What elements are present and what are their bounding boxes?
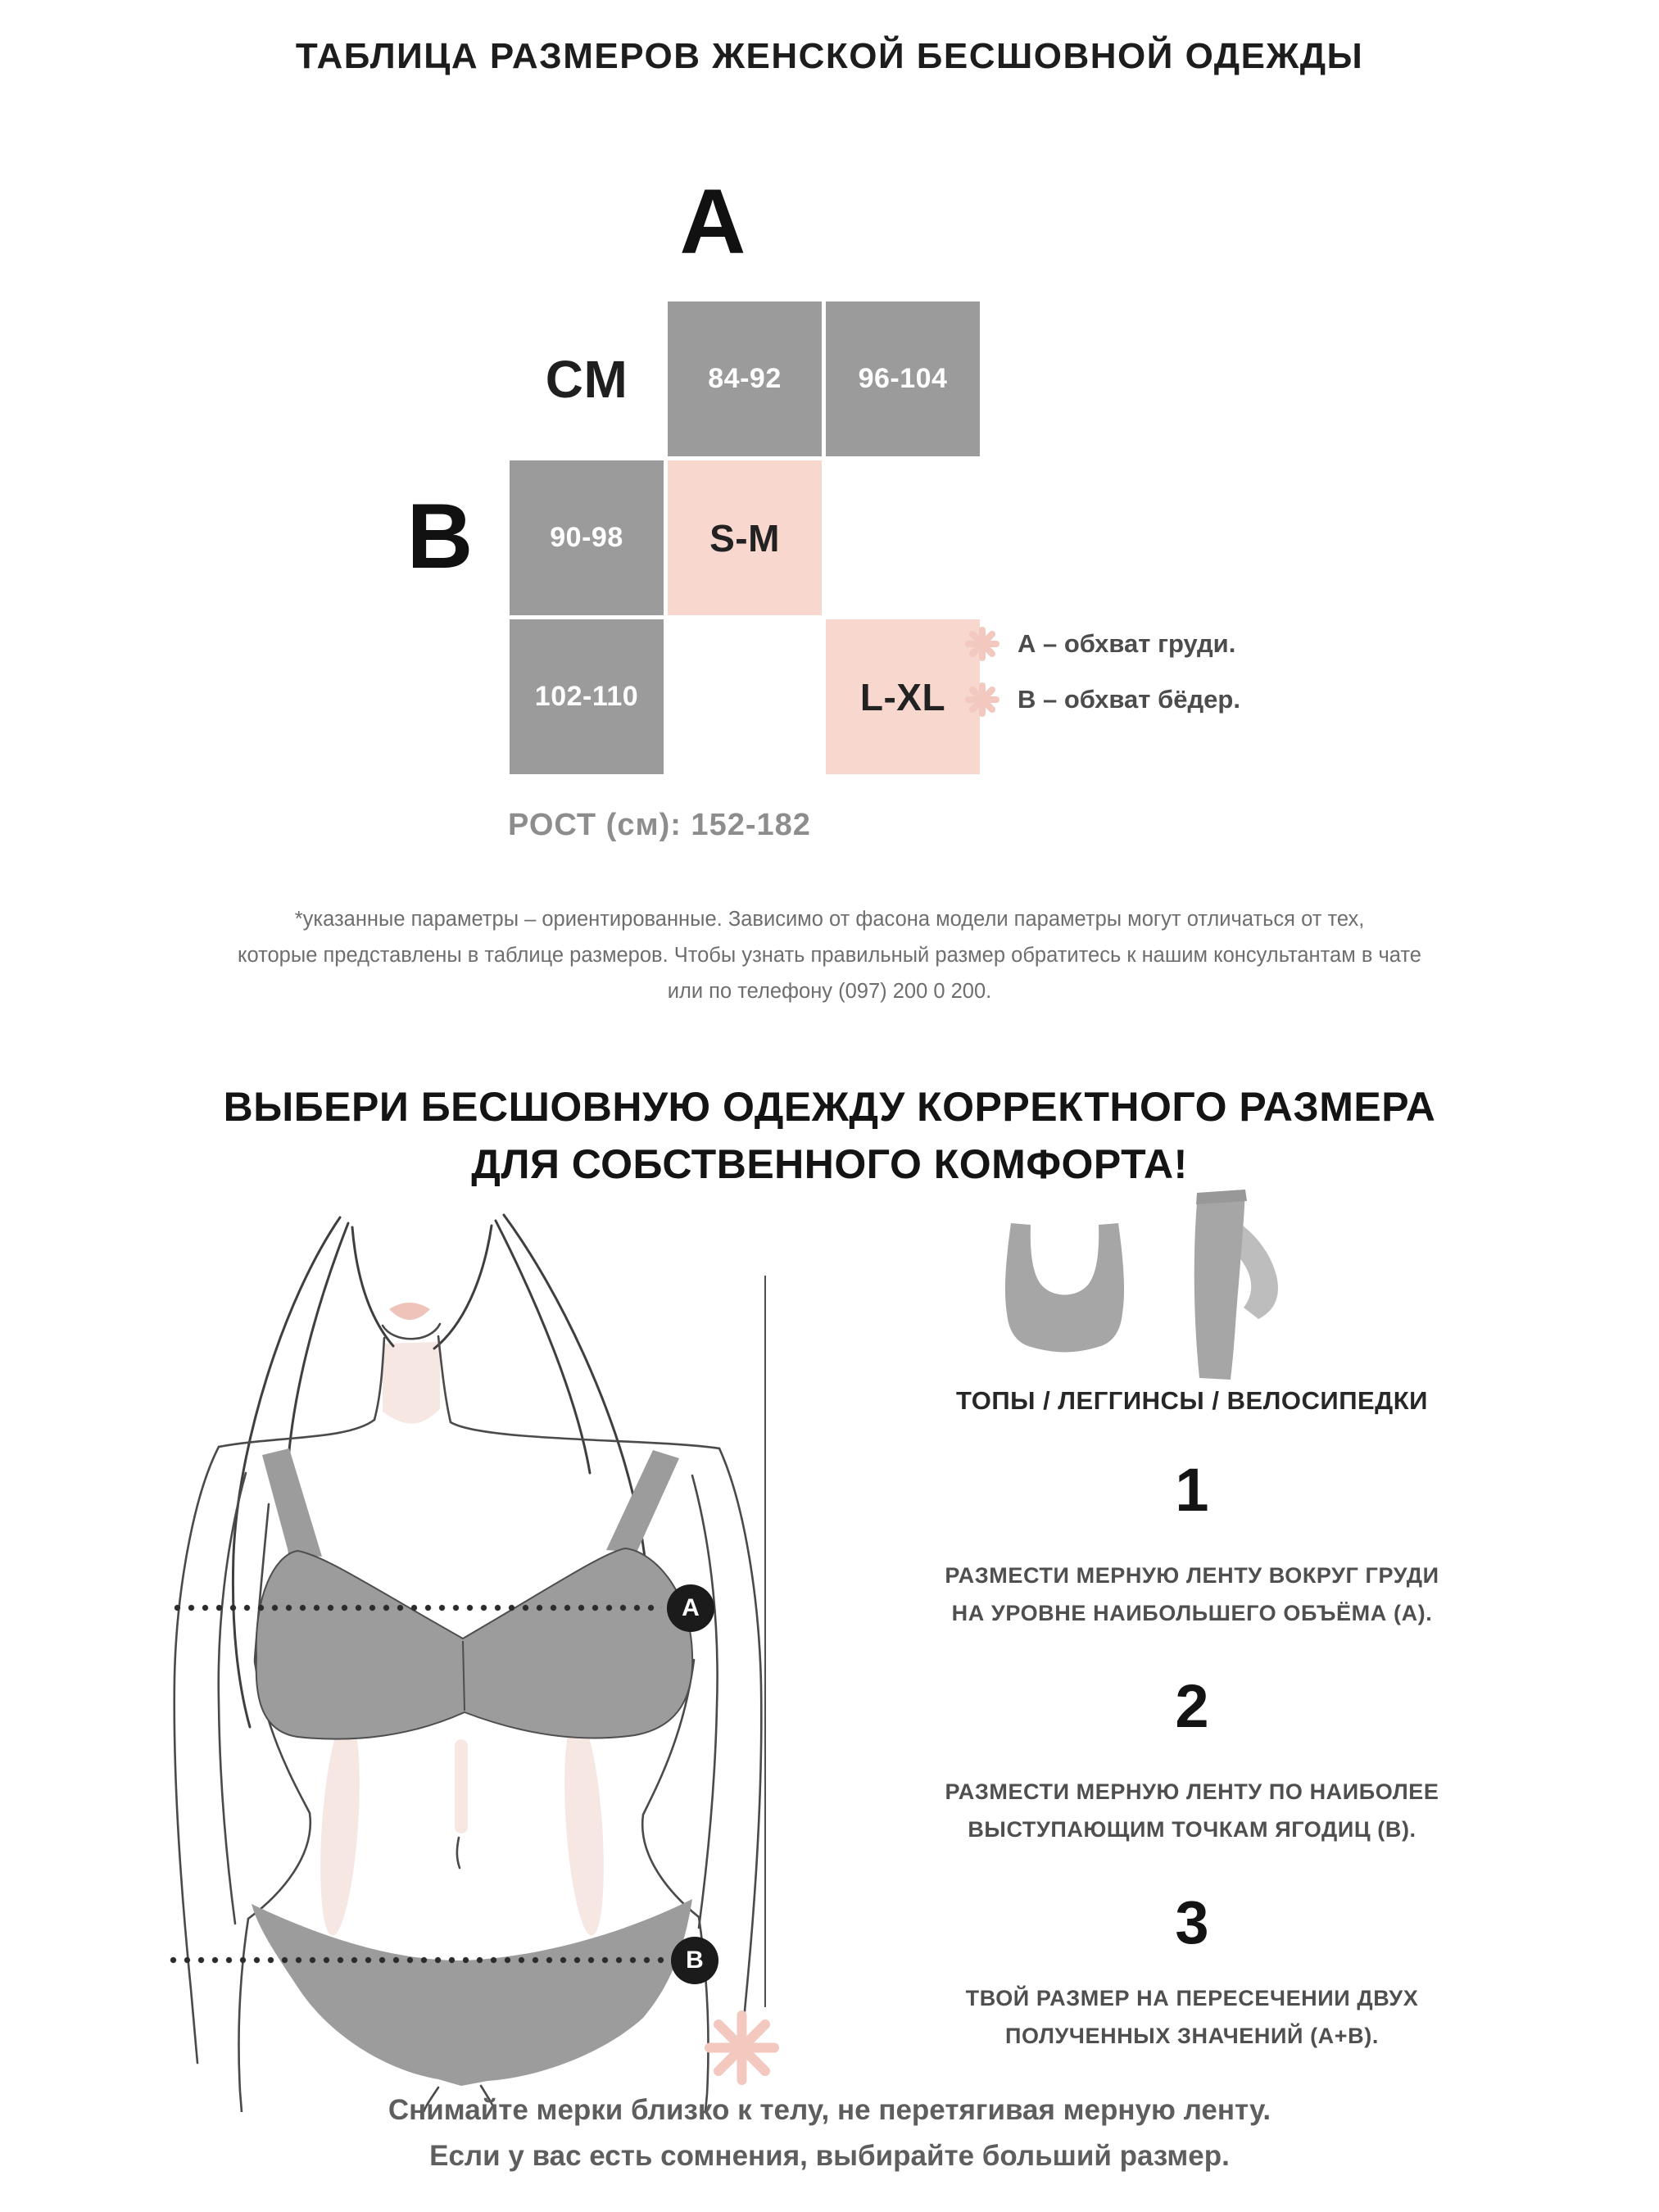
step-3-line1: ТВОЙ РАЗМЕР НА ПЕРЕСЕЧЕНИИ ДВУХ: [965, 1986, 1419, 2010]
size-cell-unit: CM: [510, 301, 664, 456]
leggings-icon: [1170, 1190, 1305, 1386]
footer-note: [0, 2087, 1659, 2179]
step-1-number: 1: [1175, 1456, 1209, 1524]
size-cell-lxl: L-XL: [826, 619, 980, 774]
step-2-number: 2: [1175, 1672, 1209, 1740]
axis-label-a: A: [679, 170, 746, 273]
size-cell-empty: [826, 460, 980, 615]
asterisk-icon: [703, 2009, 781, 2091]
footnote: [0, 901, 1659, 1009]
step-3-line2: ПОЛУЧЕННЫХ ЗНАЧЕНИЙ (А+В).: [1005, 2024, 1379, 2048]
leggings-garment-icon: [1170, 1190, 1305, 1382]
page-title: ТАБЛИЦА РАЗМЕРОВ ЖЕНСКОЙ БЕСШОВНОЙ ОДЕЖДЫ: [295, 36, 1364, 76]
marker-b-badge: B: [671, 1937, 718, 1984]
step-2-text: [823, 1773, 1561, 1848]
table-legend: [965, 621, 1240, 732]
step-1-line1: РАЗМЕСТИ МЕРНУЮ ЛЕНТУ ВОКРУГ ГРУДИ: [945, 1563, 1439, 1588]
step-3-number: 3: [1175, 1888, 1209, 1956]
category-label: ТОПЫ / ЛЕГГИНСЫ / ВЕЛОСИПЕДКИ: [956, 1386, 1428, 1415]
guide-heading: [0, 1078, 1659, 1193]
top-garment-icon: [993, 1215, 1136, 1358]
footer-line1: Снимайте мерки близко к телу, не перетягивая мерную ленту.: [388, 2094, 1271, 2126]
size-cell-hips-2: 102-110: [510, 619, 664, 774]
legend-text-b: В – обхват бёдер.: [1018, 685, 1240, 714]
size-cell-chest-1: 84-92: [668, 301, 822, 456]
size-cell-sm: S-M: [668, 460, 822, 615]
step-1-line2: НА УРОВНЕ НАИБОЛЬШЕГО ОБЪЁМА (А).: [951, 1601, 1433, 1625]
step-2-line1: РАЗМЕСТИ МЕРНУЮ ЛЕНТУ ПО НАИБОЛЕЕ: [945, 1779, 1439, 1804]
guide-heading-line2: ДЛЯ СОБСТВЕННОГО КОМФОРТА!: [471, 1141, 1188, 1187]
bra: [256, 1448, 692, 1739]
footnote-line: или по телефону (097) 200 0 200.: [667, 980, 992, 1003]
vertical-divider: [764, 1276, 766, 2007]
lips: [389, 1303, 430, 1320]
chest-measure-dotted-line: [170, 1604, 662, 1611]
footnote-line: которые представлены в таблице размеров. Чтобы узнать правильный размер обратитесь к нашим консультантам в чате: [238, 944, 1421, 967]
size-cell-hips-1: 90-98: [510, 460, 664, 615]
guide-heading-line1: ВЫБЕРИ БЕСШОВНУЮ ОДЕЖДУ КОРРЕКТНОГО РАЗМЕРА: [223, 1084, 1436, 1130]
size-cell-chest-2: 96-104: [826, 301, 980, 456]
legend-text-a: А – обхват груди.: [1018, 629, 1236, 658]
height-note: РОСТ (см): 152-182: [508, 808, 811, 842]
asterisk-icon: [703, 2009, 781, 2087]
sports-top-icon: [993, 1215, 1136, 1354]
legend-item-a: [965, 621, 1240, 667]
asterisk-icon: [965, 627, 999, 661]
footer-line2: Если у вас есть сомнения, выбирайте больший размер.: [429, 2140, 1230, 2172]
size-table: [510, 301, 980, 774]
axis-label-b: B: [406, 485, 474, 587]
panties: [252, 1899, 692, 2086]
size-cell-empty: [668, 619, 822, 774]
marker-a-badge: A: [667, 1584, 714, 1632]
step-2-line2: ВЫСТУПАЮЩИМ ТОЧКАМ ЯГОДИЦ (В).: [968, 1817, 1416, 1842]
asterisk-icon: [965, 682, 999, 717]
step-1-text: [823, 1557, 1561, 1632]
footnote-line: *указанные параметры – ориентированные. Зависимо от фасона модели параметры могут отличаться от тех,: [294, 908, 1365, 931]
hips-measure-dotted-line: [166, 1956, 666, 1964]
step-3-text: [823, 1979, 1561, 2055]
legend-item-b: [965, 677, 1240, 723]
